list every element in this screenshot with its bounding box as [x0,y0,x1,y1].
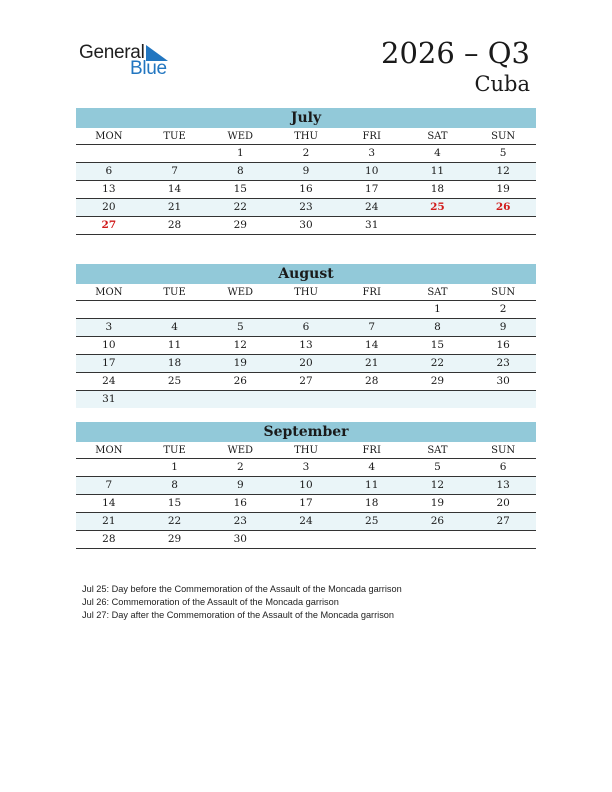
day-cell: 9 [302,165,310,177]
day-cell: 29 [233,219,247,231]
day-cell: 17 [102,357,116,369]
day-cell: 21 [102,515,116,527]
week-row [76,301,536,319]
week-row [76,337,536,355]
day-cell: 29 [167,533,182,545]
weekday-label: MON [76,128,142,145]
day-cell: 11 [430,165,445,177]
country-name: Cuba [474,72,530,96]
day-cell: 1 [434,303,441,315]
day-cell: 24 [365,201,379,213]
page-title: 2026 – Q3 [381,36,530,70]
day-cell: 23 [299,201,313,213]
day-cell [76,145,142,162]
weekday-label: THU [273,442,339,459]
day-cell [470,391,536,408]
day-cell: 5 [434,461,441,473]
day-cell: 22 [233,201,247,213]
holiday-note: Jul 27: Day after the Commemoration of the Assault of the Moncada garrison [82,610,395,621]
day-cell: 7 [105,479,113,491]
day-cell: 21 [365,357,379,369]
day-cell [339,301,405,318]
weekday-label: THU [273,128,339,145]
day-cell: 22 [430,357,445,369]
logo-word-general: General [79,42,145,63]
day-cell: 27 [101,219,117,231]
week-row [76,495,536,513]
day-cell: 5 [236,321,244,333]
weekday-label: SAT [405,284,471,301]
day-cell: 9 [236,479,244,491]
day-cell: 13 [299,339,313,351]
holiday-note: Jul 26: Commemoration of the Assault of the Moncada garrison [82,597,339,608]
day-cell [273,391,339,408]
month-name: September [76,422,536,442]
day-cell: 15 [430,339,445,351]
day-cell: 14 [365,339,379,351]
day-cell: 19 [233,357,247,369]
day-cell: 4 [368,461,376,473]
weekday-label: WED [207,284,273,301]
day-cell: 13 [496,479,510,491]
day-cell [142,301,208,318]
day-cell: 28 [102,533,116,545]
day-cell [76,301,142,318]
day-cell: 18 [430,183,445,195]
day-cell: 15 [233,183,247,195]
day-cell: 2 [302,147,310,159]
day-cell: 12 [496,165,510,177]
day-cell: 5 [499,147,507,159]
day-cell: 6 [499,461,507,473]
week-row [76,391,536,408]
weekday-label: MON [76,442,142,459]
day-cell: 18 [167,357,182,369]
day-cell: 25 [365,515,379,527]
month-calendar-july [76,108,536,235]
day-cell: 23 [496,357,510,369]
day-cell: 1 [236,147,244,159]
day-cell: 10 [299,479,313,491]
day-cell: 6 [105,165,113,177]
day-cell: 24 [299,515,313,527]
day-cell: 31 [102,393,116,405]
day-cell: 26 [495,201,511,213]
weekday-label: SAT [405,128,471,145]
week-row [76,531,536,549]
day-cell: 30 [496,375,510,387]
day-cell: 24 [102,375,116,387]
weekday-label: TUE [142,284,208,301]
day-cell: 17 [365,183,379,195]
day-cell: 16 [233,497,247,509]
day-cell [339,391,405,408]
weekday-header-row [76,128,536,145]
weekday-label: MON [76,284,142,301]
day-cell: 9 [499,321,507,333]
day-cell: 28 [167,219,182,231]
day-cell: 4 [434,147,441,159]
day-cell: 30 [299,219,313,231]
day-cell: 25 [430,201,445,213]
weekday-label: SUN [470,442,536,459]
day-cell: 6 [302,321,310,333]
weekday-label: FRI [339,284,405,301]
week-row [76,355,536,373]
day-cell: 19 [430,497,445,509]
day-cell: 27 [496,515,510,527]
day-cell: 8 [171,479,178,491]
holiday-note: Jul 25: Day before the Commemoration of the Assault of the Moncada garrison [82,584,402,594]
week-row [76,163,536,181]
day-cell: 20 [496,497,510,509]
day-cell: 27 [299,375,313,387]
day-cell: 29 [430,375,445,387]
day-cell: 26 [430,515,445,527]
day-cell: 3 [368,147,376,159]
weekday-label: SUN [470,284,536,301]
month-name: July [76,108,536,128]
weekday-label: WED [207,128,273,145]
day-cell: 8 [434,321,441,333]
weekday-label: THU [273,284,339,301]
weekday-label: SUN [470,128,536,145]
day-cell [405,531,471,548]
day-cell: 10 [365,165,379,177]
weekday-header-row [76,442,536,459]
day-cell [339,531,405,548]
day-cell: 2 [499,303,507,315]
day-cell: 25 [167,375,182,387]
day-cell: 7 [171,165,178,177]
day-cell: 19 [496,183,510,195]
day-cell: 30 [233,533,247,545]
day-cell: 15 [167,497,182,509]
day-cell: 2 [236,461,244,473]
week-row [76,513,536,531]
week-row [76,217,536,235]
day-cell: 18 [365,497,379,509]
day-cell: 10 [102,339,116,351]
day-cell: 11 [365,479,379,491]
day-cell: 20 [102,201,116,213]
day-cell [405,391,471,408]
holiday-notes [82,583,402,623]
day-cell [470,217,536,234]
day-cell: 12 [233,339,247,351]
day-cell: 20 [299,357,313,369]
day-cell: 26 [233,375,247,387]
day-cell: 3 [105,321,113,333]
weekday-header-row [76,284,536,301]
logo-word-blue: Blue [130,58,167,79]
day-cell [405,217,471,234]
week-row [76,477,536,495]
weekday-label: WED [207,442,273,459]
day-cell [273,301,339,318]
week-row [76,181,536,199]
month-calendar-september [76,422,536,549]
weekday-label: TUE [142,128,208,145]
day-cell [76,459,142,476]
day-cell: 8 [236,165,244,177]
week-row [76,199,536,217]
weekday-label: TUE [142,442,208,459]
day-cell: 31 [365,219,379,231]
month-calendar-august [76,264,536,408]
day-cell: 11 [167,339,182,351]
day-cell: 21 [167,201,182,213]
day-cell: 7 [368,321,376,333]
day-cell: 3 [302,461,310,473]
day-cell [207,301,273,318]
day-cell: 14 [102,497,116,509]
week-row [76,319,536,337]
week-row [76,373,536,391]
day-cell [470,531,536,548]
day-cell [207,391,273,408]
day-cell: 1 [171,461,178,473]
week-row [76,145,536,163]
day-cell: 17 [299,497,313,509]
day-cell: 13 [102,183,116,195]
day-cell: 16 [299,183,313,195]
weekday-label: FRI [339,128,405,145]
day-cell [273,531,339,548]
day-cell [142,391,208,408]
day-cell: 12 [430,479,445,491]
month-name: August [76,264,536,284]
day-cell: 23 [233,515,247,527]
day-cell [142,145,208,162]
weekday-label: SAT [405,442,471,459]
day-cell: 14 [167,183,182,195]
week-row [76,459,536,477]
day-cell: 16 [496,339,510,351]
generalblue-logo [79,42,179,78]
day-cell: 28 [365,375,379,387]
day-cell: 22 [167,515,182,527]
day-cell: 4 [171,321,178,333]
weekday-label: FRI [339,442,405,459]
